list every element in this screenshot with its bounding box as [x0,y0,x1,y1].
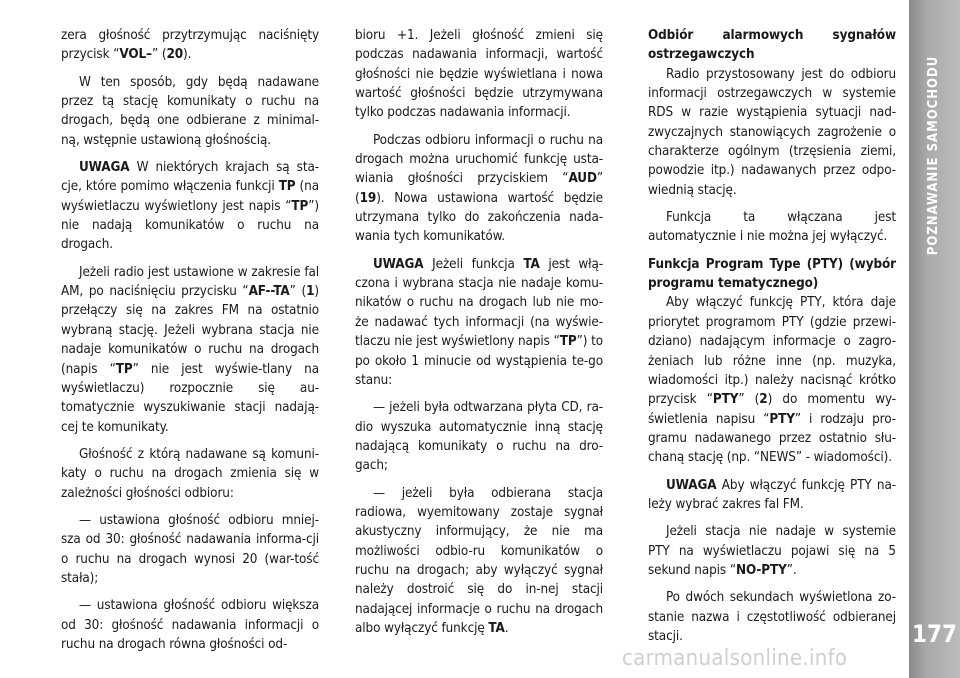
text-run: ” ( [355,171,603,206]
text-run: ”) nie nadają komunikatów o ruchu na drogach. [61,198,319,253]
keyword: PTY [712,392,739,408]
text-run: ” ( [151,47,167,63]
keyword: NO-PTY [735,562,787,578]
paragraph [648,522,896,580]
section-heading: Funkcja Program Type (PTY) (wybór programu tematycznego) [648,256,896,292]
keyword: TA [523,256,540,272]
paragraph: bioru +1. Jeżeli głośność zmieni się podczas nadawania informacji, wartość głośności nie będzie wyświetlana i nowa wartość głośności będzie utrzymywana tylko podczas nadawania informacji. [355,28,603,121]
text-run: ” nie jest wyświe-tlany na wyświetlaczu) rozpocznie się au-tomatycznie wyszukiwanie stacji nadają-cej te komunikaty. [61,361,319,435]
keyword: TP [278,179,296,195]
keyword: 20 [166,47,184,63]
list-item: — jeżeli była odtwarzana płyta CD, ra-dio wyszuka automatycznie inną stację nadającą komunikaty o ruchu na dro-gach; [355,400,603,474]
keyword: TP [115,361,133,377]
keyword: TA [488,620,505,636]
keyword: VOL– [119,47,152,63]
keyword: 1 [306,284,315,300]
keyword: TP [559,334,577,350]
text-run: ) do momentu wy-świetlenia napisu “ [648,392,896,427]
paragraph: W ten sposób, gdy będą nadawane przez tą stację komunikaty o ruchu na drogach, będą one odbierane z minimal-ną, wstępnie ustawioną głośnością. [61,74,319,148]
note-paragraph [61,158,319,255]
keyword: UWAGA [666,477,717,493]
text-run: Aby włączyć funkcję PTY, która daje priorytet programom PTY (gdzie przewi-dziano) nadającym informacje o zagro-żeniach lub różne inne (np. muzyka, wiadomości itp.) należy nacisnąć krótko przycisk “ [648,295,896,408]
text-run: (na wyświetlaczu wyświetlony jest napis “ [61,179,319,214]
paragraph: Głośność z którą nadawane są komuni-katy o ruchu na drogach zmienia się w zależności głośności odbioru: [61,446,319,501]
paragraph [648,293,896,467]
text-run: ”. [786,562,797,578]
keyword: 2 [759,392,768,408]
paragraph [355,131,603,247]
text-run: Jeżeli radio jest ustawione w zakresie fal AM, po naciśnięciu przycisku “ [61,264,319,300]
text-run: . [504,620,509,636]
text-run: Jeżeli stacja nie nadaje w systemie PTY na wyświetlaczu pojawi się na 5 sekund napis “ [648,524,896,578]
list-item [355,484,603,639]
text-run: ” i rodzaju pro-gramu nadawanego przez ostatnio słu-chaną stację (np. “NEWS” - wiadomości). [648,411,896,466]
keyword: AF--TA [248,284,290,300]
text-run: Podczas odbioru informacji o ruchu na drogach można uruchomić funkcję usta-wiania głośności przyciskiem “ [355,132,603,187]
paragraph [61,263,319,437]
text-run: jest włą-czona i wybrana stacja nie nadaje komu-nikatów o ruchu na drogach lub nie mo-że nadawać tych informacji (na wyświe-tlaczu nie jest wyświetlony napis “ [355,256,603,350]
text-column-right [648,26,896,654]
text-run: ” ( [738,392,760,408]
keyword: 19 [359,190,377,206]
keyword: PTY [769,411,795,427]
text-run: Jeżeli funkcja [423,256,524,272]
chapter-title [919,30,949,280]
note-paragraph [355,255,603,390]
keyword: TP [291,198,309,214]
text-run: W niektórych krajach są sta-cje, które pomimo włączenia funkcji [61,160,319,195]
text-run: zera głośność przytrzymując naciśnięty przycisk “ [61,28,319,63]
chapter-sidebar [909,0,960,678]
paragraph [61,26,319,65]
text-run: ) przełączy się na zakres FM na ostatnio wybraną stację. Jeżeli wybrana stacja nie nadaje komunikatów o ruchu na drogach (napis “ [61,284,319,377]
section-heading: Odbiór alarmowych sygnałów ostrzegawczych [648,28,896,63]
text-run: ”) to po około 1 minucie od wystąpienia te-go stanu: [355,334,604,388]
text-run: — jeżeli była odbierana stacja radiowa, wyemitowany zostaje sygnał akustyczny informujący, że nie ma możliwości odbio-ru komunikatów o ruchu na drogach; aby wyłączyć sygnał należy dostroić się do in-nej stacji nadającej informacje o ruchu na drogach albo wyłączyć funkcję [355,485,603,636]
keyword: UWAGA [373,256,424,272]
text-run: Aby włączyć funkcję PTY na-leży wybrać zakres fal FM. [648,477,896,512]
paragraph: Po dwóch sekundach wyświetlona zo-stanie nazwa i częstotliwość odbieranej stacji. [648,590,896,644]
note-paragraph [648,476,896,515]
paragraph: Funkcja ta włączana jest automatycznie i nie można jej wyłączyć. [648,210,896,245]
keyword: AUD [568,171,597,187]
text-run: ). [183,47,192,63]
watermark: carmanualsonline.info [622,646,848,671]
keyword: UWAGA [79,160,130,176]
text-column-left [61,26,319,662]
list-item: — ustawiona głośność odbioru większa od 30: głośność nadawania informacji o ruchu na drogach równa głośności od- [61,598,319,652]
text-run: ). Nowa ustawiona wartość będzie utrzymana tylko do zakończenia nada-wania tych komunikatów. [355,190,603,245]
chapter-title-text: POZNAWANIE SAMOCHODU [926,55,942,255]
text-run: ” ( [289,284,307,300]
list-item: — ustawiona głośność odbioru mniej-sza od 30: głośność nadawania informa-cji o ruchu na drogach wynosi 20 (war-tość stała); [61,512,319,586]
text-column-middle [355,26,603,646]
page-number: 177 [911,620,958,648]
paragraph: Radio przystosowany jest do odbioru informacji ostrzegawczych w systemie RDS w razie wystąpienia sytuacji nad-zwyczajnych stanowiących zagrożenie o charakterze ogólnym (trzęsienia ziemi, powodzie itp.) nadawanych przez odpo-wiednią stację. [648,66,896,198]
